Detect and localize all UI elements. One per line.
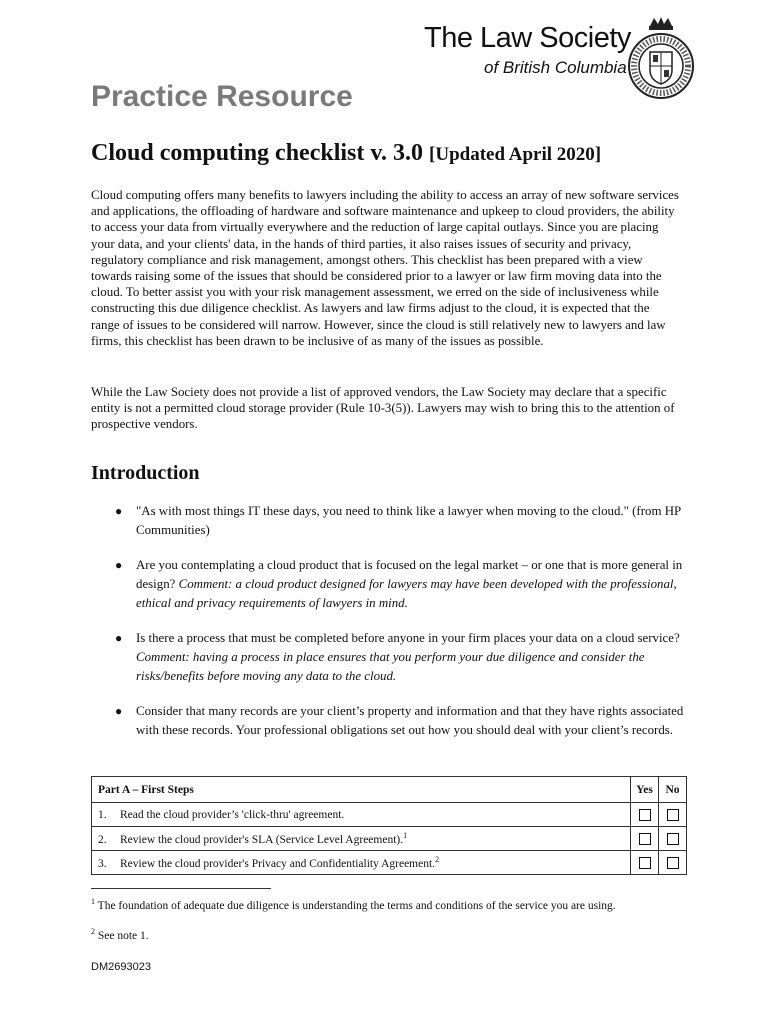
intro-paragraph-2: While the Law Society does not provide a list of approved vendors, the Law Society may declare that a specific entity is not a permitted cloud storage provider (Rule 10-3(5)). Lawyers may wish to bring this to the attention of prospective vendors. (91, 385, 675, 432)
part-a-header: Part A – First Steps (92, 777, 631, 803)
item-text: Review the cloud provider's Privacy and Confidentiality Agreement. (120, 857, 436, 870)
bullet-icon: ● (115, 504, 123, 518)
bullet-text: Consider that many records are your client’s property and information and that they have rights associated with these records. Your professional obligations set out how you should deal with your client’s records. (136, 704, 684, 737)
yes-cell (631, 827, 659, 851)
bullet-comment: Comment: a cloud product designed for lawyers may have been developed with the professional, ethical and privacy requirements of lawyers in mind. (136, 577, 677, 610)
practice-resource-label: Practice Resource (91, 80, 353, 113)
table-row (92, 803, 687, 827)
introduction-heading: Introduction (91, 462, 200, 484)
yes-column-header: Yes (631, 777, 659, 803)
bullet-item (91, 556, 691, 613)
no-cell (659, 803, 687, 827)
footnote-number: 2 (91, 927, 95, 936)
footnote-number: 1 (91, 897, 95, 906)
footnote-2 (91, 927, 149, 942)
checklist-item (92, 803, 631, 827)
logo-name: The Law Society (424, 22, 631, 54)
law-society-logo (424, 16, 694, 106)
footnote-1 (91, 897, 616, 912)
bullet-icon: ● (115, 704, 123, 718)
bullet-text: Are you contemplating a cloud product that is focused on the legal market – or one that is more general in design? (136, 558, 683, 591)
footnote-text: The foundation of adequate due diligence is understanding the terms and conditions of the service you are using. (95, 899, 616, 912)
item-number: 2. (98, 833, 107, 846)
table-header-row (92, 777, 687, 803)
yes-checkbox[interactable] (639, 809, 651, 821)
checklist-item (92, 827, 631, 851)
footnote-ref: 2 (435, 855, 440, 865)
yes-checkbox[interactable] (639, 833, 651, 845)
document-title (91, 140, 601, 167)
no-cell (659, 827, 687, 851)
title-main: Cloud computing checklist v. 3.0 (91, 140, 424, 166)
bullet-item (91, 502, 691, 540)
bullet-item (91, 702, 691, 740)
footnote-divider (91, 888, 271, 889)
footnote-text: See note 1. (95, 929, 149, 942)
no-checkbox[interactable] (667, 857, 679, 869)
table-row (92, 827, 687, 851)
crest-seal-icon (626, 16, 696, 102)
bullet-icon: ● (115, 631, 123, 645)
yes-checkbox[interactable] (639, 857, 651, 869)
no-column-header: No (659, 777, 687, 803)
yes-cell (631, 803, 659, 827)
bullet-icon: ● (115, 558, 123, 572)
no-checkbox[interactable] (667, 809, 679, 821)
item-number: 1. (98, 808, 107, 821)
item-text: Read the cloud provider’s 'click-thru' agreement. (120, 808, 345, 821)
intro-paragraph-1: Cloud computing offers many benefits to lawyers including the ability to access an array of new software services and applications, the offloading of hardware and software maintenance and upkeep to cloud providers, the ability to access your data from virtually everywhere and the reduction of large capital outlays. Since you are placing your data, and your clients' data, in the hands of third parties, it also raises issues of security and privacy, regulatory compliance and risk management, amongst others. This checklist has been prepared with a view towards raising some of the issues that should be considered prior to a lawyer or law firm moving data into the cloud. To better assist you with your risk management assessment, we erred on the side of inclusiveness while constructing this due diligence checklist. As lawyers and law firms adjust to the cloud, it is expected that the range of issues to be considered will narrow. However, since the cloud is still relatively new to lawyers and law firms, this checklist has been drawn to be inclusive of as many of the issues as possible. (91, 188, 679, 348)
table-row (92, 851, 687, 875)
logo-subtitle: of British Columbia (484, 58, 627, 77)
document-id: DM2693023 (91, 961, 151, 973)
bullet-text: Is there a process that must be completed before anyone in your firm places your data on a cloud service? (136, 631, 680, 645)
bullet-comment: Comment: having a process in place ensures that you perform your due diligence and consider the risks/benefits before moving any data to the cloud. (136, 650, 645, 683)
bullet-text: "As with most things IT these days, you need to think like a lawyer when moving to the cloud." (from HP Communities) (136, 504, 681, 537)
yes-cell (631, 851, 659, 875)
bullet-item (91, 629, 691, 686)
no-cell (659, 851, 687, 875)
item-text: Review the cloud provider's SLA (Service Level Agreement). (120, 833, 404, 846)
no-checkbox[interactable] (667, 833, 679, 845)
checklist-item (92, 851, 631, 875)
introduction-bullet-list (91, 502, 691, 740)
first-steps-checklist-table (91, 776, 687, 875)
footnote-ref: 1 (403, 831, 408, 841)
item-number: 3. (98, 857, 107, 870)
title-update-date: [Updated April 2020] (429, 144, 602, 165)
